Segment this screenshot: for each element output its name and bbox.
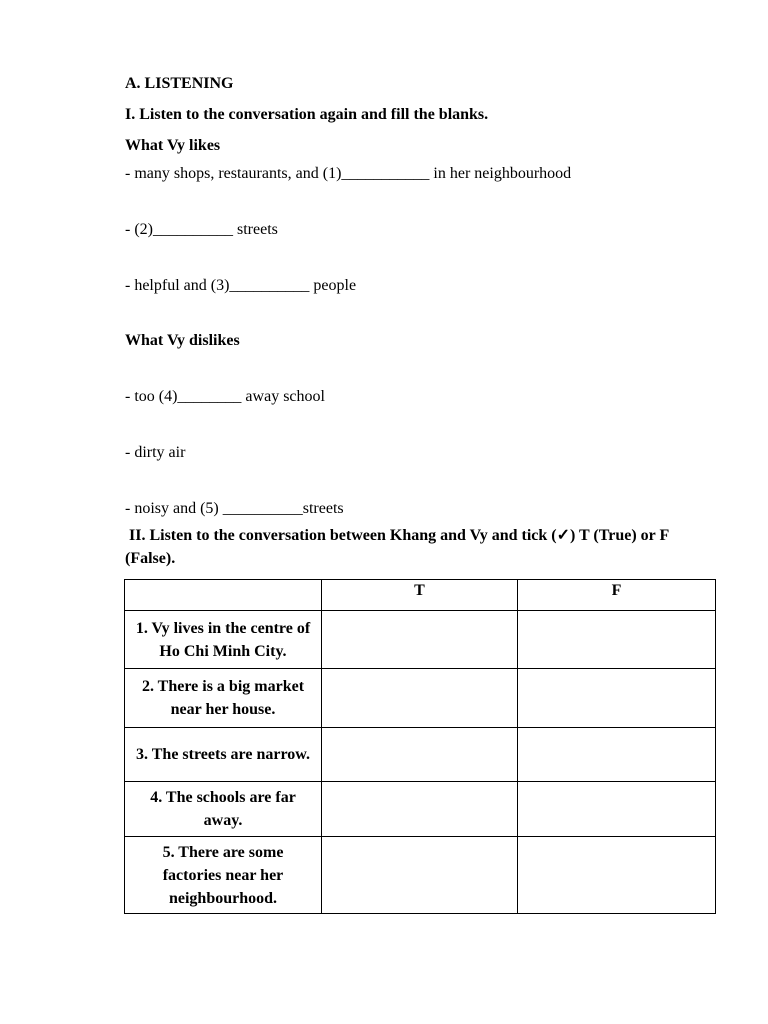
true-answer-cell[interactable] <box>322 728 518 782</box>
false-answer-cell[interactable] <box>518 782 716 837</box>
likes-item-2: - (2)__________ streets <box>125 221 278 238</box>
likes-item-1: - many shops, restaurants, and (1)___________ in her neighbourhood <box>125 165 572 182</box>
table-row <box>125 669 716 728</box>
false-answer-cell[interactable] <box>518 728 716 782</box>
dislikes-item-3: - noisy and (5) __________streets <box>125 500 344 517</box>
dislikes-item-2: - dirty air <box>125 444 186 461</box>
false-answer-cell[interactable] <box>518 611 716 669</box>
statement-cell: 3. The streets are narrow. <box>125 728 322 782</box>
true-answer-cell[interactable] <box>322 611 518 669</box>
likes-item-3: - helpful and (3)__________ people <box>125 277 357 294</box>
header-statement <box>125 580 322 611</box>
true-answer-cell[interactable] <box>322 669 518 728</box>
table-row <box>125 782 716 837</box>
table-row <box>125 611 716 669</box>
statement-cell: 4. The schools are far away. <box>125 782 322 837</box>
task2-instruction-text: II. Listen to the conversation between Khang and Vy and tick (✓) T (True) or F (False). <box>125 527 669 567</box>
table-row <box>125 837 716 914</box>
false-answer-cell[interactable] <box>518 837 716 914</box>
dislikes-item-1: - too (4)________ away school <box>125 388 325 405</box>
table-header-row <box>125 580 716 611</box>
likes-heading: What Vy likes <box>125 137 221 154</box>
table-row <box>125 728 716 782</box>
true-false-table <box>124 579 716 914</box>
statement-cell: 2. There is a big market near her house. <box>125 669 322 728</box>
statement-cell: 5. There are some factories near her neighbourhood. <box>125 837 322 914</box>
header-true: T <box>322 580 518 611</box>
dislikes-heading: What Vy dislikes <box>125 332 240 349</box>
true-answer-cell[interactable] <box>322 782 518 837</box>
task1-instruction: I. Listen to the conversation again and fill the blanks. <box>125 106 489 123</box>
true-answer-cell[interactable] <box>322 837 518 914</box>
task2-instruction <box>125 524 720 570</box>
statement-cell: 1. Vy lives in the centre of Ho Chi Minh City. <box>125 611 322 669</box>
section-title: A. LISTENING <box>125 75 234 92</box>
false-answer-cell[interactable] <box>518 669 716 728</box>
header-false: F <box>518 580 716 611</box>
